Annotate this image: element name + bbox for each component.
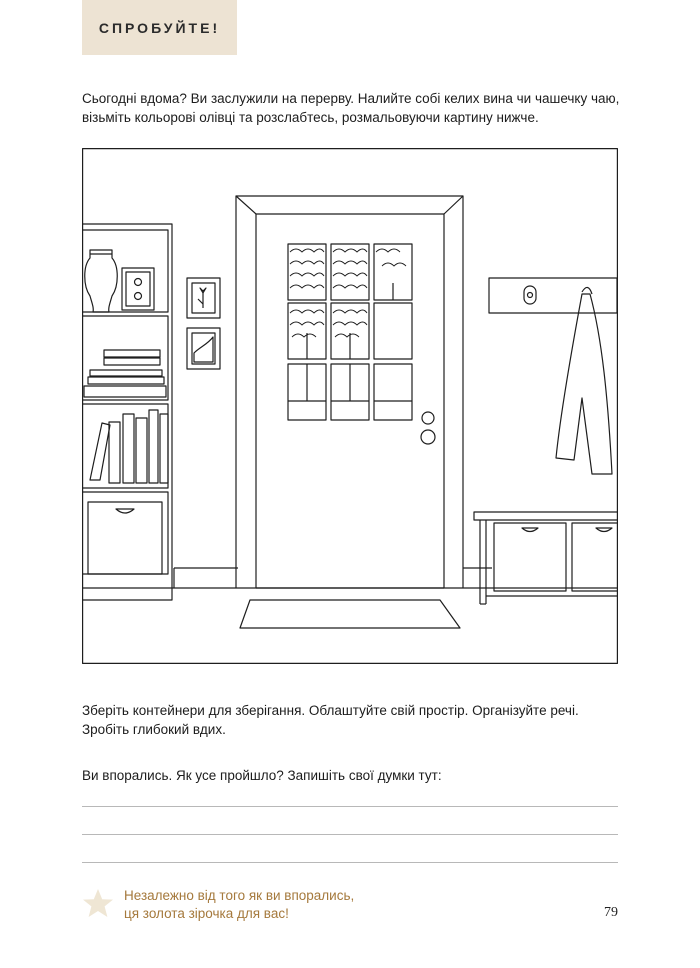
footer-note-line-2: ця золота зірочка для вас! — [124, 906, 289, 921]
doormat — [240, 600, 460, 628]
reflection-prompt: Ви впорались. Як усе пройшло? Запишіть свої думки тут: — [82, 768, 442, 783]
footer-note — [124, 887, 424, 923]
hallway-coloring-illustration — [82, 148, 618, 664]
section-tag — [82, 0, 237, 55]
intro-line-2: візьміть кольорові олівці та розслабтесь, розмальовуючи картину нижче. — [82, 110, 539, 125]
instructions-paragraph — [82, 701, 622, 739]
door-knob — [421, 430, 435, 444]
door — [236, 196, 463, 588]
gold-star-icon — [82, 888, 114, 920]
bench — [474, 512, 618, 604]
writing-line-3[interactable] — [82, 862, 618, 863]
shelf-frame — [122, 268, 154, 310]
writing-line-1[interactable] — [82, 806, 618, 807]
footer-note-line-1: Незалежно від того як ви впорались, — [124, 888, 355, 903]
instructions-line-1: Зберіть контейнери для зберігання. Облаштуйте свій простір. Організуйте речі. — [82, 703, 579, 718]
wall-frame-abstract — [187, 328, 220, 369]
vase — [85, 250, 118, 312]
intro-paragraph — [82, 89, 622, 127]
wall-frame-tulip — [187, 278, 220, 318]
writing-line-2[interactable] — [82, 834, 618, 835]
instructions-line-2: Зробіть глибокий вдих. — [82, 722, 226, 737]
page-number: 79 — [604, 905, 618, 920]
section-tag-label: СПРОБУЙТЕ! — [98, 19, 221, 36]
illustration-frame — [83, 149, 618, 664]
bookshelf — [82, 224, 172, 600]
coat — [556, 294, 612, 474]
door-lock — [422, 412, 434, 424]
intro-line-1: Сьогодні вдома? Ви заслужили на перерву. Налийте собі келих вина чи чашечку чаю, — [82, 91, 620, 106]
coat-rack — [489, 278, 617, 474]
